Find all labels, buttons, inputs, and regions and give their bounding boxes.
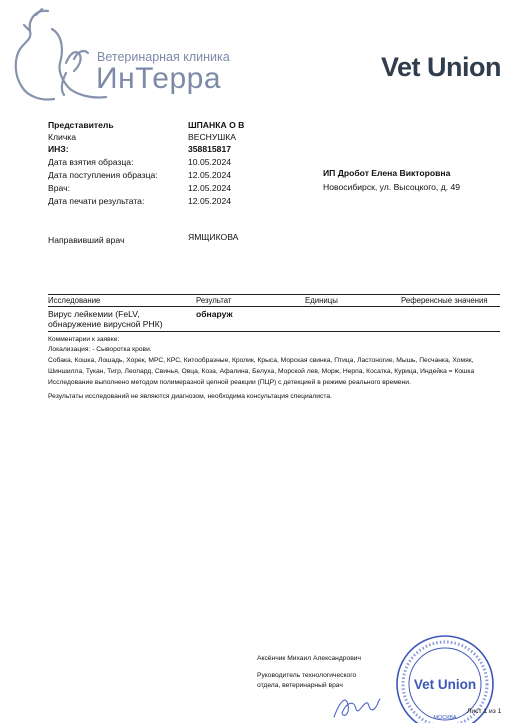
pet-label: Кличка [48, 132, 77, 142]
print-date-value: 12.05.2024 [188, 196, 232, 206]
received-date-label: Дата поступления образца: [48, 170, 158, 180]
referring-doctor-value: ЯМЩИКОВА [188, 232, 239, 242]
column-header-test: Исследование [48, 296, 101, 305]
test-name-line1: Вирус лейкемии (FeLV, [48, 309, 140, 319]
comments-localization: Локализация: - Сыворотка крови. [48, 346, 152, 353]
comments-species-line1: Собака, Кошка, Лошадь, Хорек, МРС, КРС, Китообразные, Кролик, Крыса, Морская свинка, Птица, Ластоногие, Мышь, Песчанка, Хомяк, [48, 357, 474, 364]
stamp-city: МОСКВА [433, 715, 457, 721]
owner-value: ШПАНКА О В [188, 120, 245, 130]
comments-disclaimer: Результаты исследований не являются диагнозом, необходима консультация специалиста. [48, 393, 332, 400]
signatory-position-line2: отдела, ветеринарный врач [257, 682, 343, 689]
sample-date-label: Дата взятия образца: [48, 157, 134, 167]
column-header-reference: Референсные значения [401, 296, 488, 305]
clinic-name: ИнТерра [96, 62, 222, 95]
received-date-value: 12.05.2024 [188, 170, 232, 180]
doctor-value: 12.05.2024 [188, 183, 232, 193]
stamp-brand: Vet Union [413, 677, 477, 692]
referring-doctor-label: Направивший врач [48, 235, 125, 245]
partner-brand-logo: Vet Union [381, 52, 502, 82]
table-row [48, 309, 193, 329]
inz-value: 358815817 [188, 144, 232, 154]
test-result: обнаруж [196, 309, 233, 319]
page-indicator: Лист 1 из 1 [467, 708, 502, 715]
table-bottom-rule [48, 331, 500, 332]
inz-label: ИНЗ: [48, 144, 69, 154]
signatory-position-line1: Руководитель технологического [257, 672, 357, 679]
table-header-rule [48, 306, 500, 307]
comments-method: Исследование выполнено методом полимеразной цепной реакции (ПЦР) с детекцией в режиме реального времени. [48, 379, 411, 386]
test-name-line2: обнаружение вирусной РНК) [48, 319, 163, 329]
print-date-label: Дата печати результата: [48, 196, 145, 206]
table-top-rule [48, 294, 500, 295]
clinic-subtitle: Ветеринарная клиника [97, 50, 230, 64]
pet-value: ВЕСНУШКА [188, 132, 236, 142]
comments-heading: Комментарии к заявке: [48, 336, 120, 343]
signatory-name: Аксёнчик Михаил Александрович [257, 655, 361, 662]
owner-label: Представитель [48, 120, 114, 130]
comments-species-line2: Шиншилла, Тукан, Тигр, Леопард, Свинья, Овца, Коза, Афалина, Белуха, Морской лев, Морж, Нерпа, Косатка, Курица, Индейка = Кошка [48, 368, 475, 375]
clinic-owner-name: ИП Дробот Елена Викторовна [323, 168, 451, 178]
sample-date-value: 10.05.2024 [188, 157, 232, 167]
doctor-label: Врач: [48, 183, 70, 193]
signature-scribble-icon [330, 691, 382, 723]
column-header-result: Результат [196, 296, 232, 305]
clinic-address: Новосибирск, ул. Высоцкого, д. 49 [323, 182, 461, 192]
column-header-units: Единицы [305, 296, 338, 305]
